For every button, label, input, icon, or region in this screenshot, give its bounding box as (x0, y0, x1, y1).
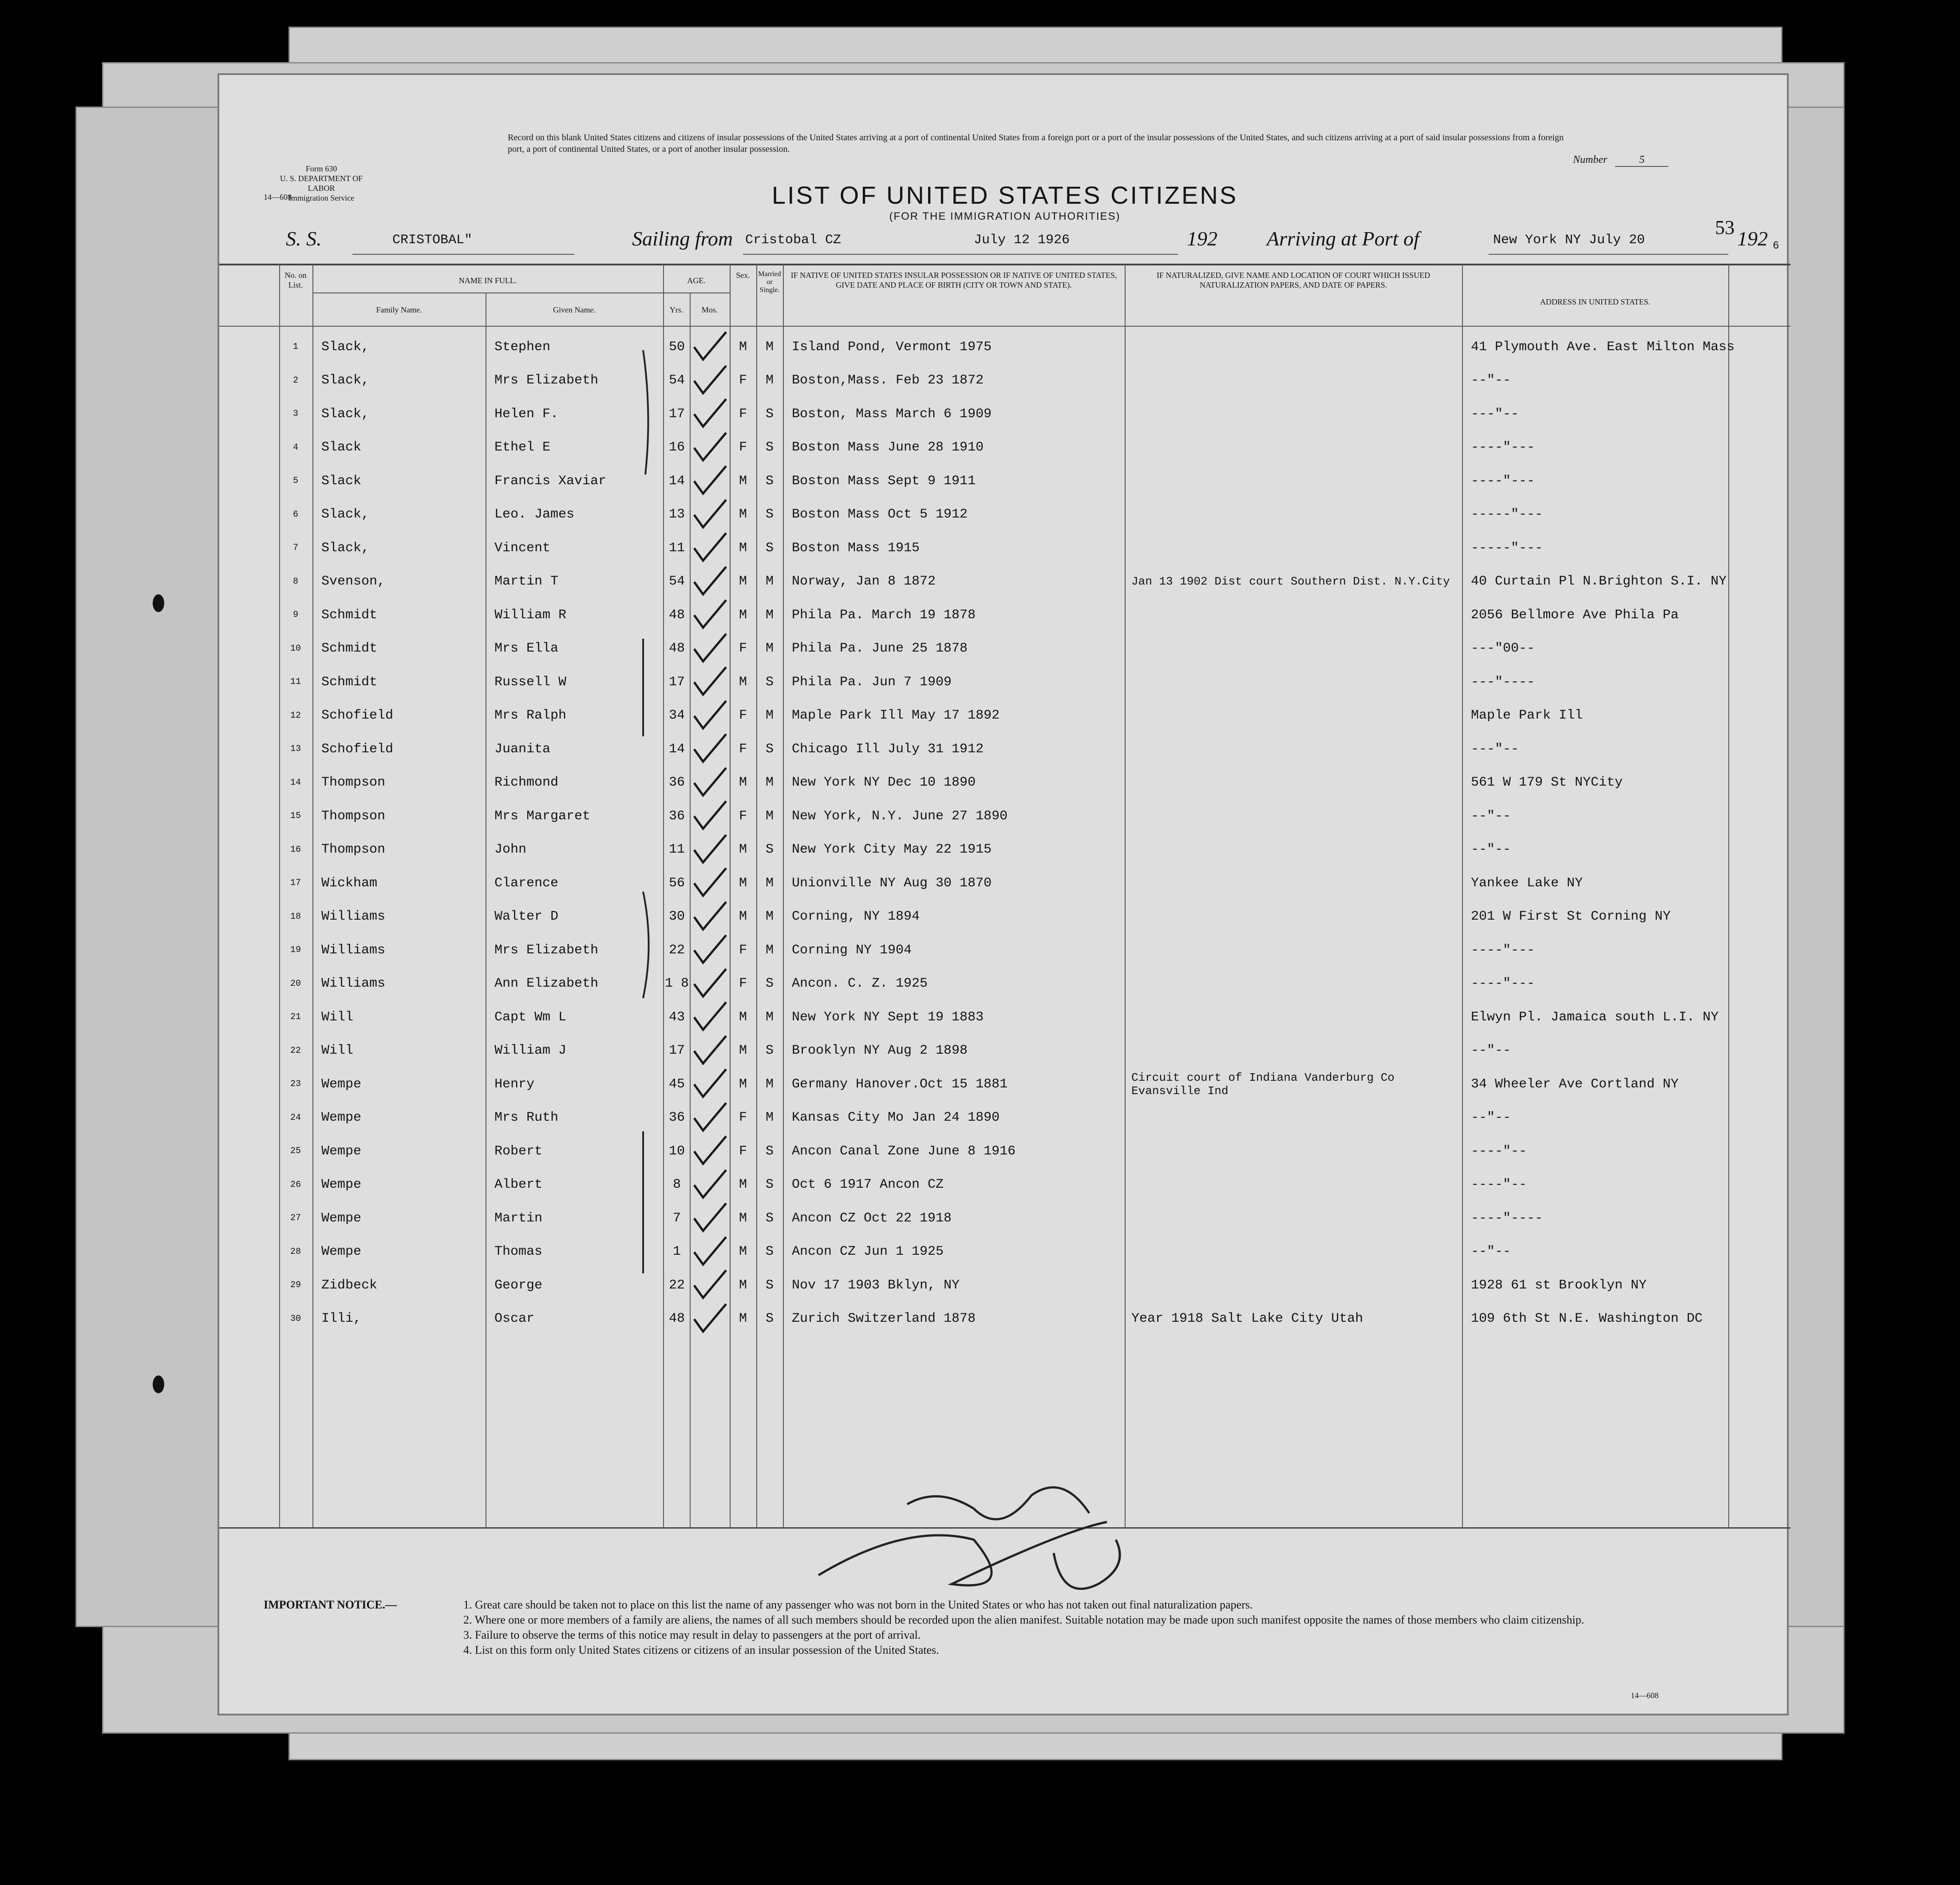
cell-sex: M (739, 875, 747, 891)
cell-birth: Ancon. C. Z. 1925 (792, 976, 928, 991)
signature-scrawl (818, 1522, 1107, 1585)
cell-no: 9 (292, 610, 298, 620)
cell-yrs: 16 (668, 440, 685, 455)
cell-family: Wempe (321, 1110, 362, 1125)
cell-birth: Corning, NY 1894 (792, 909, 920, 924)
cell-ms: M (765, 708, 774, 723)
cell-addr: 201 W First St Corning NY (1471, 909, 1671, 924)
cell-yrs: 11 (668, 540, 685, 556)
cell-family: Wempe (321, 1177, 362, 1192)
col-head-married: Married or Single. (758, 270, 781, 294)
cell-yrs: 10 (668, 1143, 685, 1159)
cell-yrs: 17 (668, 1043, 685, 1058)
cell-addr: ----"-- (1471, 1177, 1527, 1192)
cell-no: 7 (292, 543, 298, 553)
cell-no: 27 (290, 1213, 301, 1223)
cell-birth: Nov 17 1903 Bklyn, NY (792, 1277, 960, 1293)
cell-family: Svenson, (321, 574, 386, 589)
col-head-sex: Sex. (736, 271, 750, 280)
cell-ms: S (765, 1277, 774, 1293)
cell-no: 6 (292, 509, 298, 520)
col-head-no: No. on List. (285, 271, 307, 289)
cell-family: Zidbeck (321, 1277, 378, 1293)
cell-no: 26 (290, 1179, 301, 1190)
form-number: Form 630 (305, 164, 337, 173)
cell-no: 30 (290, 1313, 301, 1324)
cell-no: 25 (290, 1146, 301, 1156)
department: U. S. DEPARTMENT OF LABOR (280, 174, 363, 193)
cell-family: Slack, (321, 507, 370, 522)
col-head-mos: Mos. (701, 305, 718, 314)
col-head-name: NAME IN FULL. (458, 276, 517, 285)
punch-hole (153, 594, 164, 612)
cell-ms: S (765, 406, 774, 422)
cell-addr: -----"--- (1471, 540, 1543, 556)
cell-yrs: 8 (672, 1177, 681, 1192)
cell-family: Slack, (321, 540, 370, 556)
cell-family: Schmidt (321, 607, 378, 623)
cell-given: Mrs Ruth (494, 1110, 559, 1125)
cell-ms: S (765, 976, 774, 991)
cell-birth: Corning NY 1904 (792, 942, 912, 958)
cell-given: Mrs Elizabeth (494, 942, 599, 958)
cell-sex: F (739, 1110, 747, 1125)
cell-given: William J (494, 1043, 567, 1058)
page-number: 53 (1715, 217, 1735, 238)
cell-yrs: 48 (668, 641, 685, 656)
ship-name: CRISTOBAL" (392, 233, 473, 248)
cell-given: Oscar (494, 1311, 535, 1326)
cell-no: 3 (292, 409, 298, 419)
cell-addr: ----"---- (1471, 1210, 1543, 1226)
cell-addr: 2056 Bellmore Ave Phila Pa (1471, 607, 1679, 623)
service: Immigration Service (288, 194, 355, 202)
cell-given: John (494, 842, 527, 857)
cell-addr: 561 W 179 St NYCity (1471, 775, 1623, 790)
footer-form-code: 14—608 (1631, 1691, 1659, 1700)
cell-yrs: 54 (668, 373, 685, 388)
cell-no: 18 (290, 911, 301, 922)
cell-family: Thompson (321, 808, 386, 824)
col-head-address: ADDRESS IN UNITED STATES. (1540, 297, 1651, 306)
family-bracket (643, 892, 649, 998)
cell-family: Williams (321, 976, 386, 991)
col-head-yrs: Yrs. (669, 305, 684, 314)
cell-birth: Phila Pa. June 25 1878 (792, 641, 968, 656)
cell-yrs: 45 (668, 1076, 685, 1092)
cell-sex: F (739, 641, 747, 656)
cell-yrs: 14 (668, 473, 685, 489)
notice-heading: IMPORTANT NOTICE.— (264, 1598, 397, 1611)
cell-addr: ----"-- (1471, 1143, 1527, 1159)
cell-yrs: 22 (668, 1277, 685, 1293)
cell-birth: Maple Park Ill May 17 1892 (792, 708, 1000, 723)
cell-family: Slack, (321, 339, 370, 355)
cell-ms: S (765, 1244, 774, 1259)
cell-ms: M (765, 909, 774, 924)
cell-sex: F (739, 808, 747, 824)
document-title: LIST OF UNITED STATES CITIZENS (771, 181, 1238, 209)
cell-no: 19 (290, 945, 301, 955)
number-value: 5 (1615, 154, 1668, 167)
cell-no: 16 (290, 844, 301, 855)
cell-sex: M (739, 1076, 747, 1092)
cell-family: Schofield (321, 708, 394, 723)
number-label: Number (1573, 154, 1608, 166)
cell-sex: M (739, 1177, 747, 1192)
cell-birth: Brooklyn NY Aug 2 1898 (792, 1043, 968, 1058)
form-code: 14—608 (264, 193, 292, 202)
cell-sex: M (739, 540, 747, 556)
cell-ms: M (765, 1076, 774, 1092)
cell-birth: Boston Mass Sept 9 1911 (792, 473, 976, 489)
cell-sex: M (739, 574, 747, 589)
cell-family: Illi, (321, 1311, 362, 1326)
cell-sex: M (739, 1277, 747, 1293)
cell-addr: 109 6th St N.E. Washington DC (1471, 1311, 1703, 1326)
arrival-port-date: New York NY July 20 (1493, 233, 1645, 248)
cell-given: Mrs Elizabeth (494, 373, 599, 388)
cell-no: 12 (290, 710, 301, 721)
cell-ms: M (765, 1009, 774, 1025)
cell-birth: New York City May 22 1915 (792, 842, 992, 857)
cell-no: 23 (290, 1079, 301, 1089)
cell-yrs: 50 (668, 339, 685, 355)
cell-yrs: 34 (668, 708, 685, 723)
cell-no: 11 (290, 677, 301, 687)
cell-nat: Jan 13 1902 Dist court Southern Dist. N.Y.City (1131, 575, 1450, 588)
cell-given: Helen F. (494, 406, 559, 422)
cell-sex: F (739, 440, 747, 455)
cell-ms: M (765, 942, 774, 958)
cell-yrs: 13 (668, 507, 685, 522)
cell-no: 10 (290, 643, 301, 654)
arriving-label: Arriving at Port of (1267, 227, 1419, 250)
cell-family: Wempe (321, 1143, 362, 1159)
cell-birth: Zurich Switzerland 1878 (792, 1311, 976, 1326)
col-head-naturalized: IF NATURALIZED, GIVE NAME AND LOCATION OF COURT WHICH ISSUED NATURALIZATION PAPERS, AND DATE OF PAPERS. (1156, 271, 1430, 289)
cell-given: Albert (494, 1177, 543, 1192)
cell-yrs: 11 (668, 842, 685, 857)
cell-sex: M (739, 674, 747, 690)
cell-sex: M (739, 909, 747, 924)
cell-sex: M (739, 1009, 747, 1025)
col-head-age: AGE. (687, 276, 706, 285)
cell-given: Russell W (494, 674, 567, 690)
cell-sex: M (739, 607, 747, 623)
cell-addr: ---"---- (1471, 674, 1535, 690)
cell-addr: ----"--- (1471, 473, 1535, 489)
cell-birth: Unionville NY Aug 30 1870 (792, 875, 992, 891)
cell-ms: S (765, 1177, 774, 1192)
cell-nat: Circuit court of Indiana Vanderburg Co Evansville Ind (1131, 1071, 1395, 1098)
cell-no: 4 (292, 442, 298, 453)
cell-yrs: 22 (668, 942, 685, 958)
cell-sex: M (739, 1244, 747, 1259)
notice-item: 1. Great care should be taken not to place on this list the name of any passenger who was not born in the United States or who has not taken out final naturalization papers. (463, 1598, 1253, 1611)
cell-birth: Boston Mass 1915 (792, 540, 920, 556)
cell-birth: Ancon CZ Oct 22 1918 (792, 1210, 952, 1226)
cell-addr: ----"--- (1471, 942, 1535, 958)
cell-addr: 34 Wheeler Ave Cortland NY (1471, 1076, 1679, 1092)
cell-given: Francis Xaviar (494, 473, 607, 489)
cell-yrs: 56 (668, 875, 685, 891)
cell-birth: Ancon Canal Zone June 8 1916 (792, 1143, 1016, 1159)
cell-family: Wempe (321, 1076, 362, 1092)
cell-family: Will (321, 1009, 354, 1025)
cell-addr: --"-- (1471, 1110, 1511, 1125)
cell-ms: S (765, 1311, 774, 1326)
cell-sex: M (739, 1210, 747, 1226)
cell-birth: New York NY Sept 19 1883 (792, 1009, 984, 1025)
cell-no: 29 (290, 1280, 301, 1290)
cell-addr: Yankee Lake NY (1471, 875, 1583, 891)
cell-addr: ---"-- (1471, 741, 1519, 757)
cell-given: Clarence (494, 875, 559, 891)
cell-sex: F (739, 1143, 747, 1159)
cell-given: Robert (494, 1143, 543, 1159)
cell-addr: --"-- (1471, 373, 1511, 388)
cell-family: Slack (321, 473, 362, 489)
cell-sex: M (739, 842, 747, 857)
cell-given: Leo. James (494, 507, 575, 522)
cell-nat: Year 1918 Salt Lake City Utah (1131, 1311, 1363, 1326)
cell-family: Will (321, 1043, 354, 1058)
signature-scrawl (907, 1487, 1089, 1519)
cell-birth: Boston Mass June 28 1910 (792, 440, 984, 455)
cell-ms: M (765, 1110, 774, 1125)
cell-birth: Phila Pa. March 19 1878 (792, 607, 976, 623)
cell-given: Martin T (494, 574, 559, 589)
cell-no: 8 (292, 576, 298, 587)
cell-birth: Germany Hanover.Oct 15 1881 (792, 1076, 1008, 1092)
cell-yrs: 54 (668, 574, 685, 589)
cell-family: Slack, (321, 373, 370, 388)
notice-item: 4. List on this form only United States citizens or citizens of an insular possession of the United States. (463, 1644, 939, 1656)
cell-yrs: 43 (668, 1009, 685, 1025)
cell-addr: ---"-- (1471, 406, 1519, 422)
cell-no: 28 (290, 1246, 301, 1257)
manifest-sheet (217, 73, 1789, 1715)
cell-sex: M (739, 507, 747, 522)
cell-family: Schmidt (321, 641, 378, 656)
punch-hole (153, 1375, 164, 1393)
document-subtitle: (FOR THE IMMIGRATION AUTHORITIES) (889, 210, 1121, 222)
cell-ms: S (765, 473, 774, 489)
cell-family: Wickham (321, 875, 378, 891)
cell-sex: F (739, 373, 747, 388)
cell-sex: M (739, 1043, 747, 1058)
cell-addr: -----"--- (1471, 507, 1543, 522)
cell-sex: F (739, 708, 747, 723)
sailing-port: Cristobal CZ (745, 233, 842, 248)
cell-ms: S (765, 1043, 774, 1058)
notice-items (463, 1597, 1764, 1658)
cell-yrs: 1 (672, 1244, 681, 1259)
cell-yrs: 14 (668, 741, 685, 757)
cell-addr: ----"--- (1471, 440, 1535, 455)
cell-no: 15 (290, 811, 301, 821)
cell-birth: Norway, Jan 8 1872 (792, 574, 936, 589)
cell-no: 24 (290, 1112, 301, 1123)
cell-family: Williams (321, 909, 386, 924)
cell-birth: Chicago Ill July 31 1912 (792, 741, 984, 757)
cell-given: Vincent (494, 540, 551, 556)
sailing-label: Sailing from (632, 227, 733, 250)
cell-addr: 41 Plymouth Ave. East Milton Mass (1471, 339, 1735, 355)
cell-no: 22 (290, 1045, 301, 1056)
cell-birth: New York NY Dec 10 1890 (792, 775, 976, 790)
cell-sex: F (739, 942, 747, 958)
cell-no: 1 (292, 342, 298, 352)
cell-ms: S (765, 540, 774, 556)
cell-ms: S (765, 741, 774, 757)
form-instructions: Record on this blank United States citizens and citizens of insular possessions of the United States arriving at a port of continental United States from a foreign port or a port of the insular possessions of the United States, and such citizens arriving at a port of said insular possessions from a foreign port, a port of continental United States, or a port of another insular possession. (508, 133, 1564, 154)
cell-ms: S (765, 1210, 774, 1226)
cell-addr: 1928 61 st Brooklyn NY (1471, 1277, 1647, 1293)
cell-ms: M (765, 875, 774, 891)
cell-sex: M (739, 473, 747, 489)
cell-birth: Ancon CZ Jun 1 1925 (792, 1244, 944, 1259)
cell-yrs: 17 (668, 674, 685, 690)
cell-given: Stephen (494, 339, 551, 355)
arrival-year-digit: 6 (1773, 240, 1779, 252)
cell-given: Mrs Margaret (494, 808, 591, 824)
ss-label: S. S. (286, 227, 322, 250)
cell-family: Slack, (321, 406, 370, 422)
cell-yrs: 36 (668, 808, 685, 824)
cell-family: Schmidt (321, 674, 378, 690)
cell-ms: M (765, 373, 774, 388)
cell-addr: --"-- (1471, 1244, 1511, 1259)
cell-birth: Boston Mass Oct 5 1912 (792, 507, 968, 522)
arrival-year-label: 192 (1737, 227, 1768, 250)
cell-sex: M (739, 775, 747, 790)
cell-yrs: 48 (668, 1311, 685, 1326)
cell-ms: S (765, 674, 774, 690)
cell-yrs: 36 (668, 1110, 685, 1125)
cell-family: Schofield (321, 741, 394, 757)
cell-addr: Elwyn Pl. Jamaica south L.I. NY (1471, 1009, 1719, 1025)
cell-sex: F (739, 741, 747, 757)
cell-given: Martin (494, 1210, 543, 1226)
sailing-date: July 12 1926 (974, 233, 1070, 248)
cell-ms: M (765, 641, 774, 656)
cell-no: 21 (290, 1012, 301, 1022)
cell-ms: M (765, 808, 774, 824)
cell-addr: --"-- (1471, 808, 1511, 824)
cell-addr: Maple Park Ill (1471, 708, 1583, 723)
cell-yrs: 30 (668, 909, 685, 924)
family-bracket (643, 350, 648, 474)
cell-birth: Phila Pa. Jun 7 1909 (792, 674, 952, 690)
cell-given: Juanita (494, 741, 551, 757)
cell-given: Capt Wm L (494, 1009, 567, 1025)
cell-family: Thompson (321, 842, 386, 857)
cell-ms: S (765, 507, 774, 522)
cell-given: William R (494, 607, 567, 623)
cell-birth: Boston,Mass. Feb 23 1872 (792, 373, 984, 388)
cell-given: Mrs Ella (494, 641, 559, 656)
cell-family: Thompson (321, 775, 386, 790)
col-head-birth: IF NATIVE OF UNITED STATES INSULAR POSSESSION OR IF NATIVE OF UNITED STATES, GIVE DATE AND PLACE OF BIRTH (CITY OR TOWN AND STATE). (790, 271, 1117, 289)
cell-birth: Boston, Mass March 6 1909 (792, 406, 992, 422)
handwritten-annotations (219, 75, 1790, 1717)
cell-addr: ----"--- (1471, 976, 1535, 991)
cell-no: 13 (290, 744, 301, 754)
cell-no: 5 (292, 476, 298, 486)
cell-family: Wempe (321, 1244, 362, 1259)
cell-given: Ethel E (494, 440, 551, 455)
cell-addr: --"-- (1471, 842, 1511, 857)
important-notice (264, 1597, 1764, 1658)
cell-no: 14 (290, 777, 301, 788)
cell-given: Thomas (494, 1244, 543, 1259)
cell-birth: Oct 6 1917 Ancon CZ (792, 1177, 944, 1192)
cell-sex: M (739, 339, 747, 355)
col-head-family: Family Name. (376, 305, 422, 314)
cell-yrs: 17 (668, 406, 685, 422)
cell-given: Walter D (494, 909, 559, 924)
cell-given: Richmond (494, 775, 559, 790)
cell-sex: M (739, 1311, 747, 1326)
sailing-year-label: 192 (1187, 227, 1217, 250)
cell-given: Ann Elizabeth (494, 976, 599, 991)
cell-family: Slack (321, 440, 362, 455)
cell-ms: S (765, 1143, 774, 1159)
cell-sex: F (739, 976, 747, 991)
cell-birth: New York, N.Y. June 27 1890 (792, 808, 1008, 824)
cell-addr: ---"00-- (1471, 641, 1535, 656)
col-head-given: Given Name. (553, 305, 596, 314)
cell-ms: M (765, 775, 774, 790)
cell-ms: M (765, 607, 774, 623)
cell-family: Wempe (321, 1210, 362, 1226)
cell-ms: S (765, 440, 774, 455)
cell-birth: Island Pond, Vermont 1975 (792, 339, 992, 355)
cell-addr: 40 Curtain Pl N.Brighton S.I. NY (1471, 574, 1727, 589)
cell-yrs: 1 8 (664, 976, 689, 991)
cell-family: Williams (321, 942, 386, 958)
notice-item: 2. Where one or more members of a family are aliens, the names of all such members should be recorded upon the alien manifest. Suitable notation may be made upon such manifest opposite the names of those members who claim citizenship. (463, 1613, 1585, 1626)
cell-addr: --"-- (1471, 1043, 1511, 1058)
notice-item: 3. Failure to observe the terms of this notice may result in delay to passengers at the port of arrival. (463, 1628, 921, 1641)
cell-no: 20 (290, 978, 301, 989)
cell-yrs: 48 (668, 607, 685, 623)
cell-no: 17 (290, 878, 301, 888)
cell-birth: Kansas City Mo Jan 24 1890 (792, 1110, 1000, 1125)
cell-no: 2 (292, 375, 298, 386)
cell-given: Mrs Ralph (494, 708, 567, 723)
cell-given: George (494, 1277, 543, 1293)
cell-ms: S (765, 842, 774, 857)
cell-yrs: 36 (668, 775, 685, 790)
cell-ms: M (765, 574, 774, 589)
cell-ms: M (765, 339, 774, 355)
cell-yrs: 7 (672, 1210, 681, 1226)
signature-scrawl (1054, 1540, 1120, 1589)
cell-given: Henry (494, 1076, 535, 1092)
cell-sex: F (739, 406, 747, 422)
